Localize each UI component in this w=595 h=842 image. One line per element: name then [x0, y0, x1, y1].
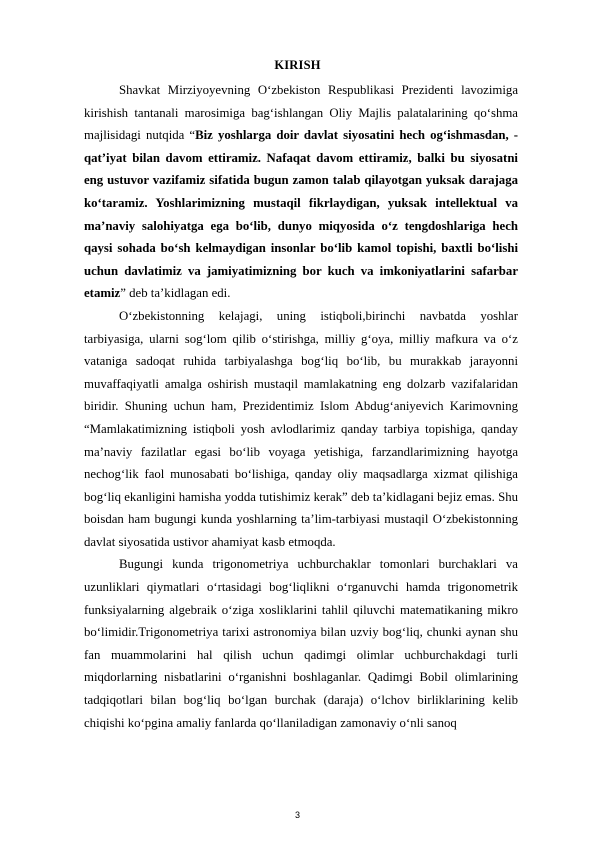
paragraph-2: O‘zbekistonning kelajagi, uning istiqboli,birinchi navbatda yoshlar tarbiyasiga, ularni sog‘lom qilib o‘stirishga, milliy g‘oya, milliy mafkura va o‘z vataniga sadoqat ruhida tarbiyalashga bog‘liq bo‘lib, bu murakkab jarayonni muvaffaqiyatli amalga oshirish mustaqil mamlakatning eng dolzarb vazifalaridan biridir. Shuning uchun ham, Prezidentimiz Islom Abdug‘aniyevich Karimovning “Mamlakatimizning istiqboli yosh avlodlarimiz qanday tarbiya topishiga, qanday ma’naviy fazilatlar egasi bo‘lib voyaga yetishiga, farzandlarimizning hayotga nechog‘lik faol munosabati bo‘lishiga, qanday oliy maqsadlarga xizmat qilishiga bog‘liq ekanligini hamisha yodda tutishimiz kerak” deb ta’kidlagani bejiz emas. Shu boisdan ham bugungi kunda yoshlarning ta’lim-tarbiyasi mustaqil O‘zbekistonning davlat siyosatida ustivor ahamiyat kasb etmoqda.: [84, 308, 518, 549]
paragraph-1-intro: Shavkat Mirziyoyevning O‘zbekiston Respublikasi Prezidenti lavozimiga kirishish tantanali marosimiga bag‘ishlangan Oliy Majlis palatalarining qo‘shma majlisidagi nutqida “: [84, 83, 518, 143]
page-number: 3: [294, 810, 300, 820]
document-body: [84, 79, 518, 734]
paragraph-3: Bugungi kunda trigonometriya uchburchaklar tomonlari burchaklari va uzunliklari qiymatlari o‘rtasidagi bog‘liqlikni o‘rganuvchi hamda trigonometrik funksiyalarning algebraik o‘ziga xosliklarini tahlil qiluvchi matematikaning mikro bo‘limidir.Trigonometriya tarixi astronomiya bilan uzviy bog‘liq, chunki aynan shu fan muammolarini hal qilish uchun qadimgi olimlar uchburchakdagi turli miqdorlarning nisbatlarini o‘rganishni boshlaganlar. Qadimgi Bobil olimlarining tadqiqotlari bilan bog‘liq bo‘lgan burchak (daraja) o‘lchov birliklarining kelib chiqishi ko‘pgina amaliy fanlarda qo‘llaniladigan zamonaviy o‘nli sanoq: [84, 557, 518, 730]
paragraph-1-end: ” deb ta’kidlagan edi.: [120, 286, 231, 301]
paragraph-1: [84, 79, 518, 305]
quote-bold: Biz yoshlarga doir davlat siyosatini hech og‘ishmasdan, -qat’iyat bilan davom ettiramiz. Nafaqat davom ettiramiz, balki bu siyosatni eng ustuvor vazifamiz sifatida bugun zamon talab qilayotgan yuksak darajaga ko‘taramiz. Yoshlarimizning mustaqil fikrlaydigan, yuksak intellektual va ma’naviy salohiyatga ega bo‘lib, dunyo miqyosida o‘z tengdoshlariga hech qaysi sohada bo‘sh kelmaydigan insonlar bo‘lib kamol topishi, baxtli bo‘lishi uchun davlatimiz va jamiyatimizning bor kuch va imkoniyatlarini safarbar etamiz: [84, 128, 518, 301]
section-title: KIRISH: [274, 58, 321, 72]
